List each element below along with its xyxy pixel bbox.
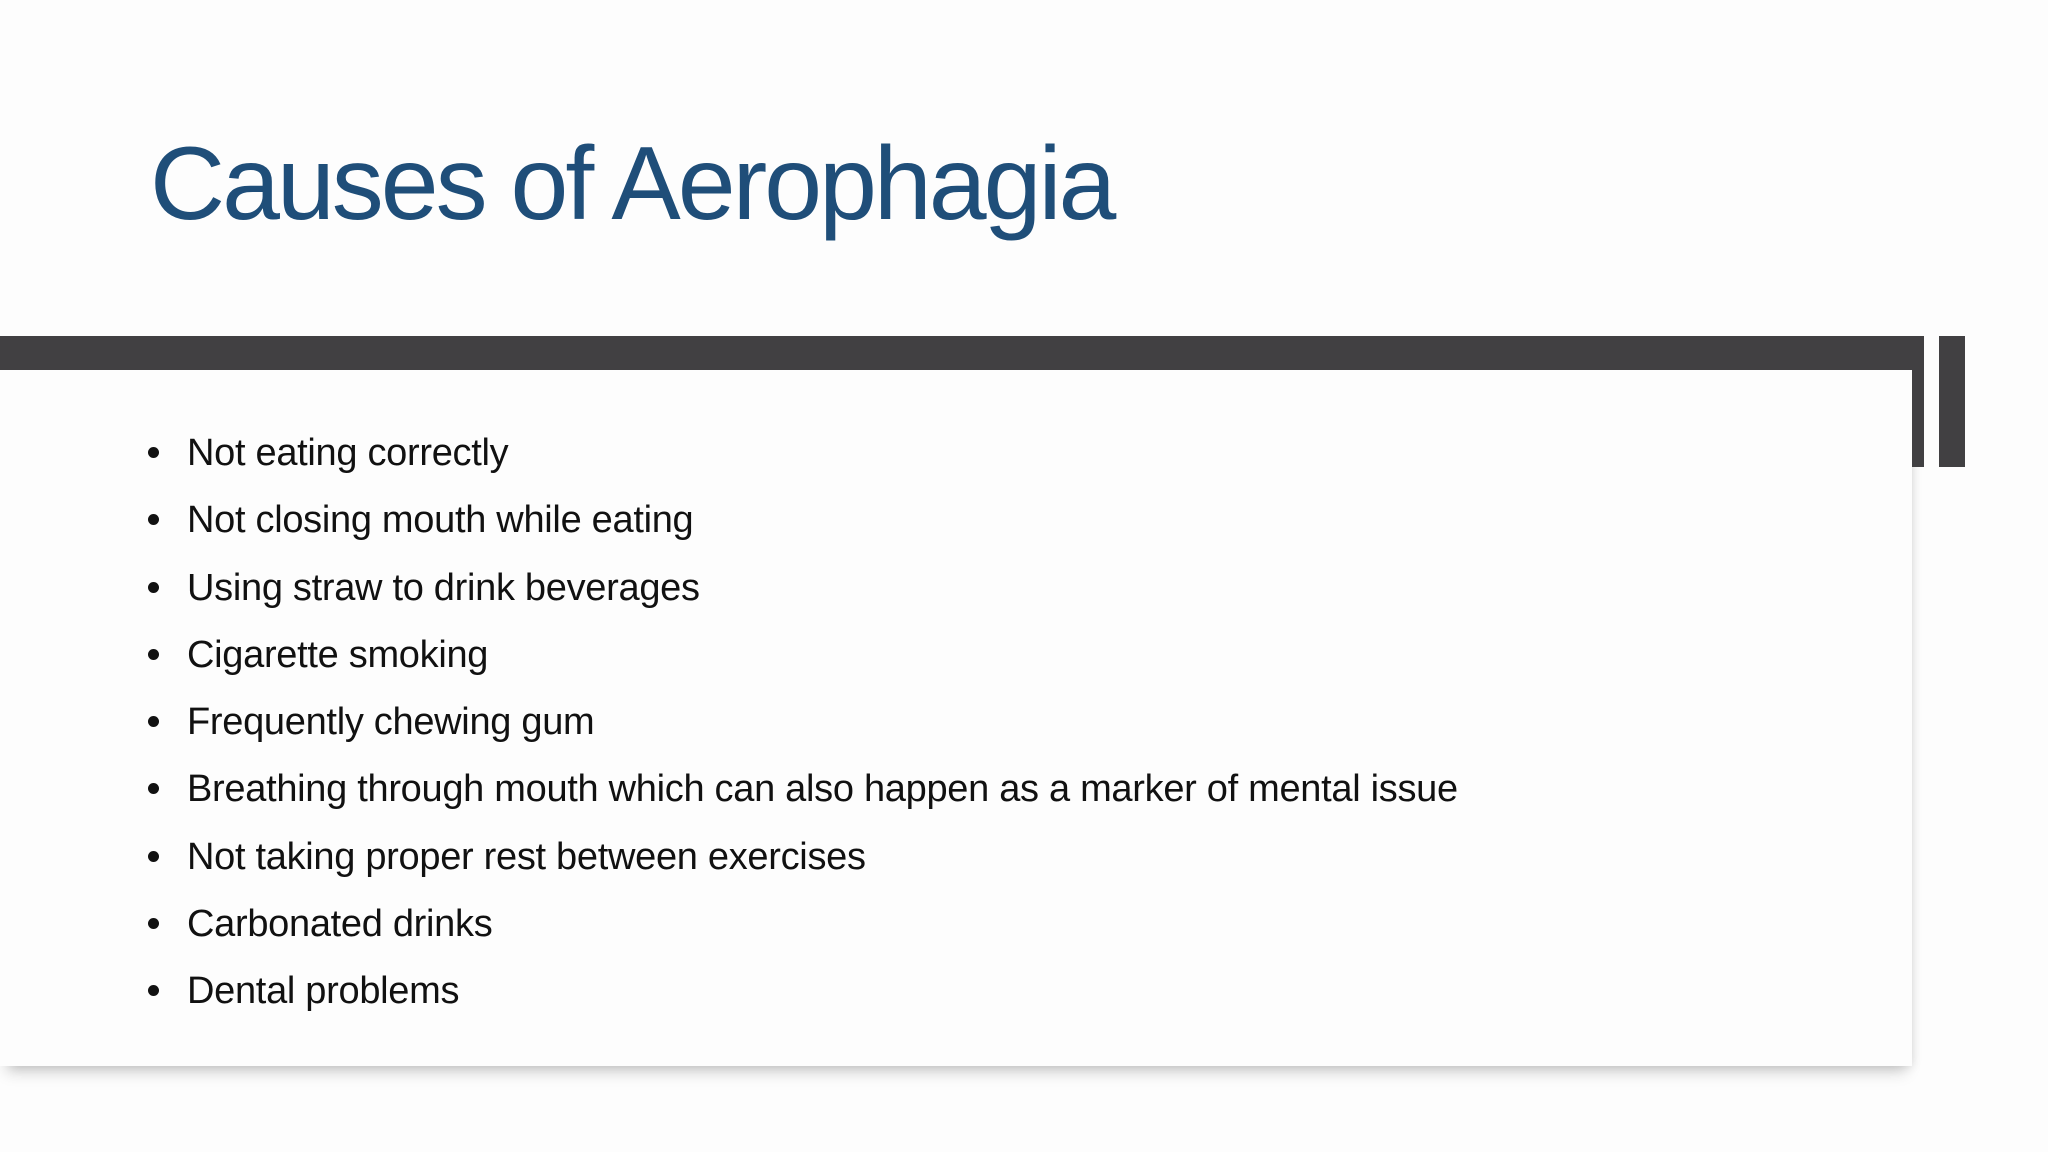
bullet-text: Dental problems <box>187 970 460 1013</box>
accent-bar <box>1939 336 1965 467</box>
bullet-icon <box>148 582 159 593</box>
bullet-text: Not eating correctly <box>187 432 509 474</box>
bullet-text: Not taking proper rest between exercises <box>187 835 866 878</box>
header-divider-bar <box>0 336 1924 370</box>
bullet-text: Cigarette smoking <box>187 633 489 676</box>
panel-right-edge-bar <box>1912 336 1924 467</box>
bullet-icon <box>148 851 159 862</box>
bullet-text: Breathing through mouth which can also happen as a marker of mental issue <box>187 768 1458 811</box>
bullet-icon <box>148 918 159 929</box>
bullet-icon <box>148 447 159 458</box>
bullet-text: Frequently chewing gum <box>187 701 595 744</box>
bullet-text: Using straw to drink beverages <box>187 566 700 609</box>
bullet-icon <box>148 649 159 660</box>
bullet-text: Not closing mouth while eating <box>187 499 694 542</box>
slide-title: Causes of Aerophagia <box>150 126 1114 242</box>
bullet-text: Carbonated drinks <box>187 903 493 946</box>
